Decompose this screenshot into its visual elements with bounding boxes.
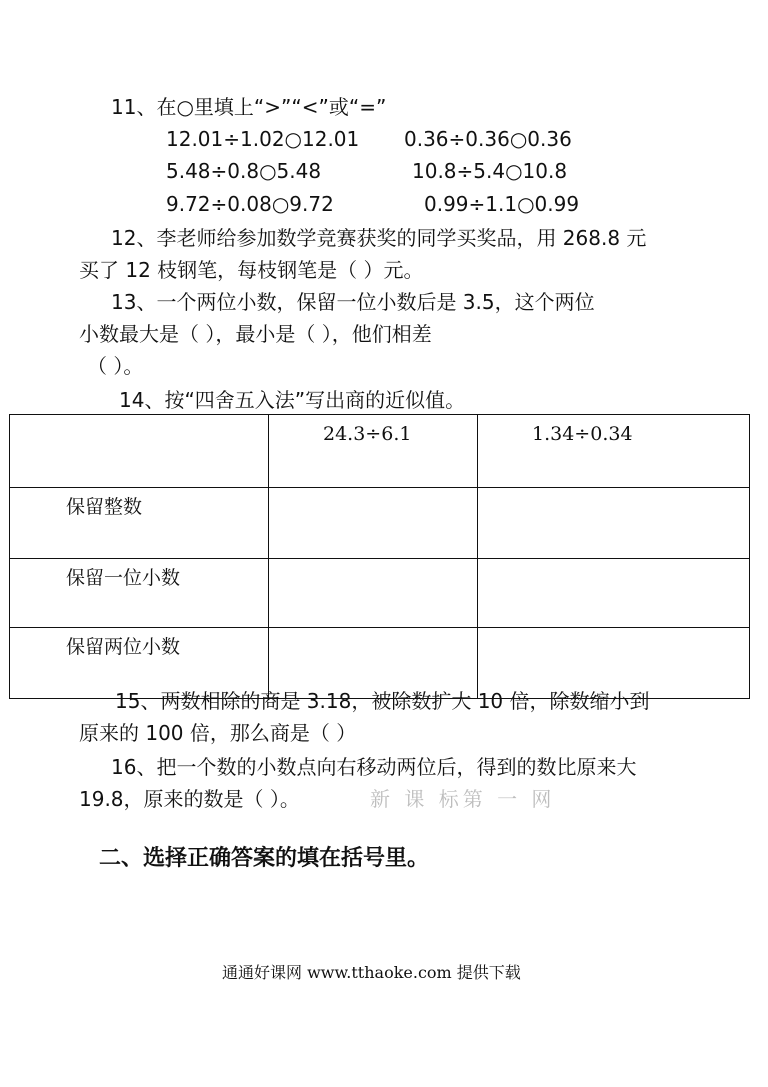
q13-line-2: 小数最大是（ ），最小是（ ），他们相差 [79, 322, 432, 346]
table-header-row [10, 415, 750, 488]
answer-cell[interactable] [269, 628, 478, 699]
answer-cell[interactable] [478, 628, 750, 699]
q11-title: 11、在○里填上“>”“<”或“=” [111, 95, 387, 119]
q15-line-2: 原来的 100 倍，那么商是（ ） [79, 721, 357, 745]
q12-line-2: 买了 12 枝钢笔，每枝钢笔是（ ）元。 [79, 258, 424, 282]
q11-item-6: 0.99÷1.1○0.99 [424, 192, 580, 216]
footer-text: 通通好课网 www.tthaoke.com 提供下载 [222, 963, 521, 982]
table-row [10, 559, 750, 628]
q11-item-1: 12.01÷1.02○12.01 [166, 127, 360, 151]
row-label-one-decimal: 保留一位小数 [10, 559, 269, 628]
q16-line-1: 16、把一个数的小数点向右移动两位后，得到的数比原来大 [111, 755, 637, 779]
row-label-integer: 保留整数 [10, 488, 269, 559]
q16-line-2: 19.8，原来的数是（ ）。 [79, 787, 300, 811]
table-header-expr-2: 1.34÷0.34 [478, 415, 750, 488]
q11-item-4: 10.8÷5.4○10.8 [412, 159, 568, 183]
answer-cell[interactable] [269, 559, 478, 628]
table-header-expr-1: 24.3÷6.1 [269, 415, 478, 488]
q11-item-2: 0.36÷0.36○0.36 [404, 127, 572, 151]
q15-line-1: 15、两数相除的商是 3.18，被除数扩大 10 倍，除数缩小到 [115, 689, 650, 713]
answer-cell[interactable] [478, 559, 750, 628]
table-corner-cell [10, 415, 269, 488]
row-label-two-decimal: 保留两位小数 [10, 628, 269, 699]
q12-line-1: 12、李老师给参加数学竞赛获奖的同学买奖品，用 268.8 元 [111, 226, 647, 250]
approx-table [9, 414, 750, 699]
q13-line-3: （ ）。 [87, 354, 144, 378]
answer-cell[interactable] [269, 488, 478, 559]
q11-item-3: 5.48÷0.8○5.48 [166, 159, 322, 183]
answer-cell[interactable] [478, 488, 750, 559]
q13-line-1: 13、一个两位小数，保留一位小数后是 3.5，这个两位 [111, 290, 595, 314]
table-row [10, 628, 750, 699]
q14-title: 14、按“四舍五入法”写出商的近似值。 [119, 388, 466, 412]
q11-item-5: 9.72÷0.08○9.72 [166, 192, 334, 216]
table-row [10, 488, 750, 559]
watermark-text: 新 课 标第 一 网 [370, 787, 556, 811]
section-2-title: 二、选择正确答案的填在括号里。 [99, 845, 430, 871]
